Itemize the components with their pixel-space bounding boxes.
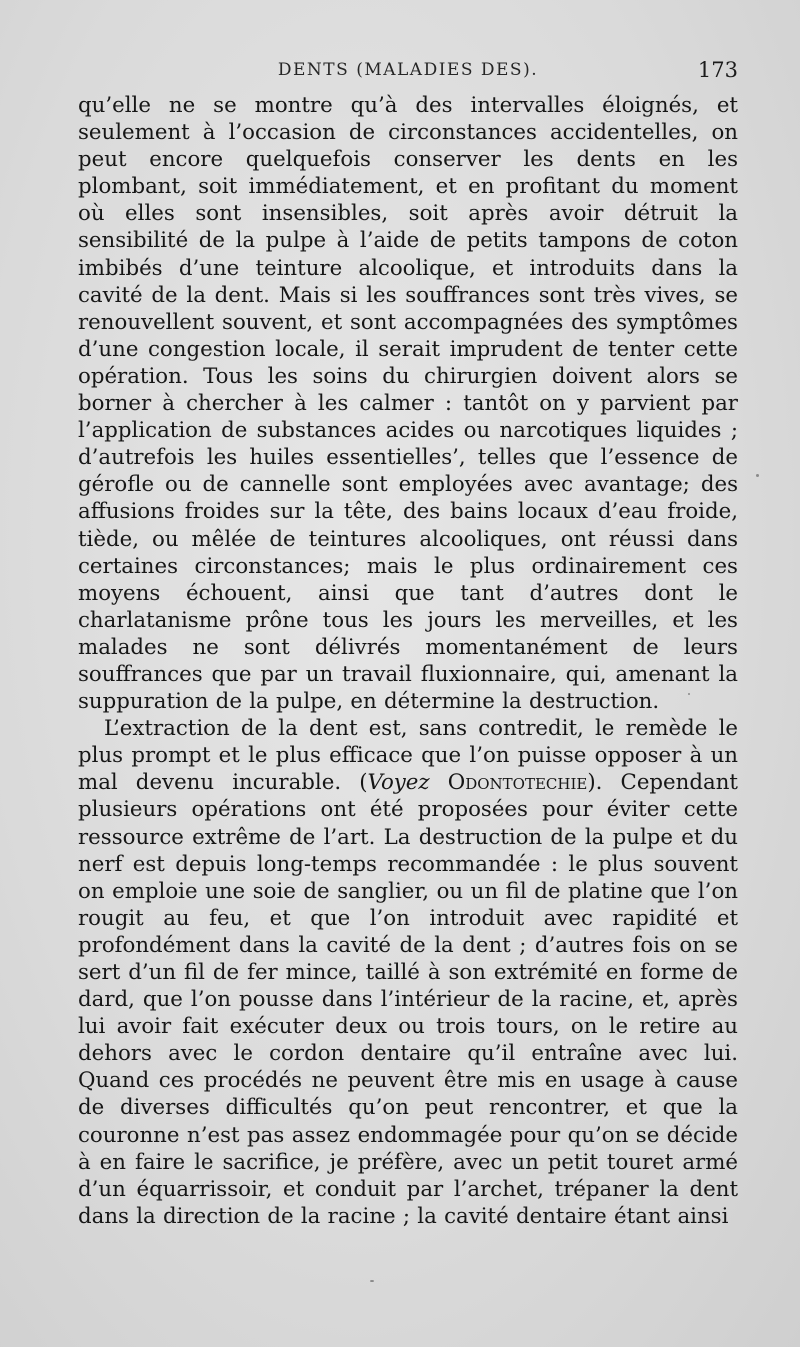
page-number: 173 bbox=[697, 58, 738, 82]
paragraph-2-start: L’extraction de la dent est, sans contredit, le remède le plus prompt et le plus efficace que l’on puisse opposer à un mal devenu incurable. ( bbox=[78, 716, 738, 796]
cross-reference: Odontotechie bbox=[447, 770, 588, 796]
paragraph-2-rest: ). Cependant plusieurs opérations ont été proposées pour éviter cette ressource extrême de l’art. La destruction de la pulpe et du nerf est depuis long-temps recommandée : le plus souvent on emploie une soie de sanglier, ou un fil de platine que l’on rougit au feu, et que l’on introduit avec rapidité et profondément dans la cavité de la dent ; d’autres fois on se sert d’un fil de fer mince, taillé à son extrémité en forme de dard, que l’on pousse dans l’intérieur de la racine, et, après lui avoir fait exécuter deux ou trois tours, on le retire au dehors avec le cordon dentaire qu’il entraîne avec lui. Quand ces procédés ne peuvent être mis en usage à cause de diverses difficultés qu’on peut rencontrer, et que la couronne n’est pas assez endommagée pour qu’on se décide à en faire le sacrifice, je préfère, avec un petit touret armé d’un équarrissoir, et conduit par l’archet, trépaner la dent dans la direction de la racine ; la cavité dentaire étant ainsi bbox=[78, 770, 738, 1229]
page-header bbox=[78, 60, 738, 90]
paragraph-1: qu’elle ne se montre qu’à des intervalles éloignés, et seulement à l’occasion de circonstances accidentelles, on peut encore quelquefois conserver les dents en les plombant, soit immédiatement, et en profitant du moment où elles sont insensibles, soit après avoir détruit la sensibilité de la pulpe à l’aide de petits tampons de coton imbibés d’une teinture alcoolique, et introduits dans la cavité de la dent. Mais si les souffrances sont très vives, se renouvellent souvent, et sont accompagnées des symptômes d’une congestion locale, il serait imprudent de tenter cette opération. Tous les soins du chirurgien doivent alors se borner à chercher à les calmer : tantôt on y parvient par l’application de substances acides ou narcotiques liquides ; d’autrefois les huiles essentielles’, telles que l’essence de gérofle ou de cannelle sont employées avec avantage; des affusions froides sur la tête, des bains locaux d’eau froide, tiède, ou mêlée de teintures alcooliques, ont réussi dans certaines circonstances; mais le plus ordinairement ces moyens échouent, ainsi que tant d’autres dont le charlatanisme prône tous les jours les merveilles, et les malades ne sont délivrés momentanément de leurs souffrances que par un travail fluxionnaire, qui, amenant la suppuration de la pulpe, en détermine la destruction. bbox=[78, 93, 738, 715]
paragraph-2 bbox=[78, 715, 738, 1230]
voyez-word: Voyez bbox=[367, 770, 430, 796]
body-text bbox=[78, 92, 738, 1230]
paper-speck bbox=[370, 1280, 374, 1282]
paper-speck bbox=[688, 693, 690, 695]
running-head: DENTS (MALADIES DES). bbox=[277, 60, 539, 80]
paper-speck bbox=[756, 474, 759, 477]
